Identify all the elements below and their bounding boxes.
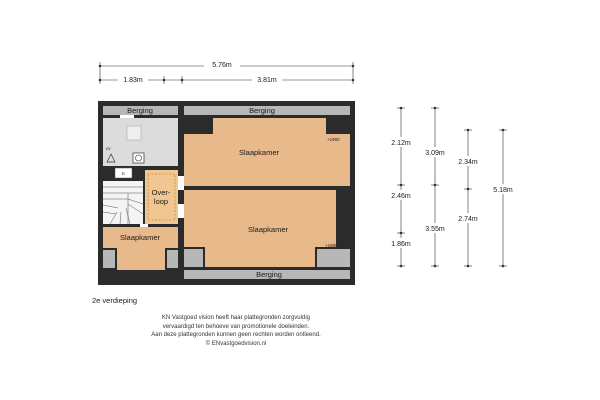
disclaimer-line: © ENvastgoedvision.nl xyxy=(205,340,267,347)
bedroom-1 xyxy=(184,134,350,186)
dim-total-width: 5.76m xyxy=(212,62,232,69)
small-bedroom-alcove xyxy=(117,248,165,270)
washer-box xyxy=(133,153,144,163)
dim-col2-bot: 3.55m xyxy=(425,226,445,233)
floor-label: 2e verdieping xyxy=(92,296,138,305)
room-berging-bottom: Berging xyxy=(256,270,282,279)
dim-col3-top: 2.34m xyxy=(458,159,478,166)
room-berging-top-left: Berging xyxy=(127,106,153,115)
dim-col1-bot: 1.86m xyxy=(391,241,411,248)
disclaimer-line: Aan deze plattegronden kunnen geen rechten worden ontleend. xyxy=(151,332,321,338)
small-pocket-left xyxy=(103,250,115,268)
side-pocket-right xyxy=(317,249,350,267)
disclaimer-line: vervaardigd ten behoeve van promotionele doeleinden. xyxy=(162,323,310,330)
dim-col1-top: 2.12m xyxy=(391,140,411,147)
dim-left-width: 1.83m xyxy=(123,77,143,84)
room-slaapkamer-1: Slaapkamer xyxy=(238,148,280,157)
k-label: K xyxy=(121,171,126,176)
small-pocket-right xyxy=(167,250,178,268)
sink xyxy=(127,126,141,140)
dim-col4-total: 5.18m xyxy=(493,187,513,194)
dim-col2-top: 3.09m xyxy=(425,150,445,157)
disclaimer-line: KN Vastgoed vision heeft haar plattegronden zorgvuldig xyxy=(162,315,310,321)
dim-right-width: 3.81m xyxy=(257,77,277,84)
disclaimer xyxy=(104,314,368,348)
cv-label: cv xyxy=(106,146,111,151)
room-overloop-line1: Over- xyxy=(151,188,171,197)
room-overloop-line2: loop xyxy=(153,197,169,206)
vertical-dimension-labels xyxy=(386,137,518,248)
bedroom-2 xyxy=(184,190,336,247)
height-marker-2: +1900 xyxy=(325,243,338,248)
height-marker-1: +1900 xyxy=(327,137,340,142)
room-slaapkamer-small: Slaapkamer xyxy=(119,233,161,242)
bedroom-1-niche xyxy=(213,118,326,134)
dim-col3-bot: 2.74m xyxy=(458,216,478,223)
dim-col1-mid: 2.46m xyxy=(391,193,411,200)
staircase xyxy=(103,181,143,224)
room-slaapkamer-2: Slaapkamer xyxy=(247,225,289,234)
side-pocket-left xyxy=(184,249,203,267)
room-berging-top-right: Berging xyxy=(249,106,275,115)
bedroom-2-alcove xyxy=(205,247,315,267)
